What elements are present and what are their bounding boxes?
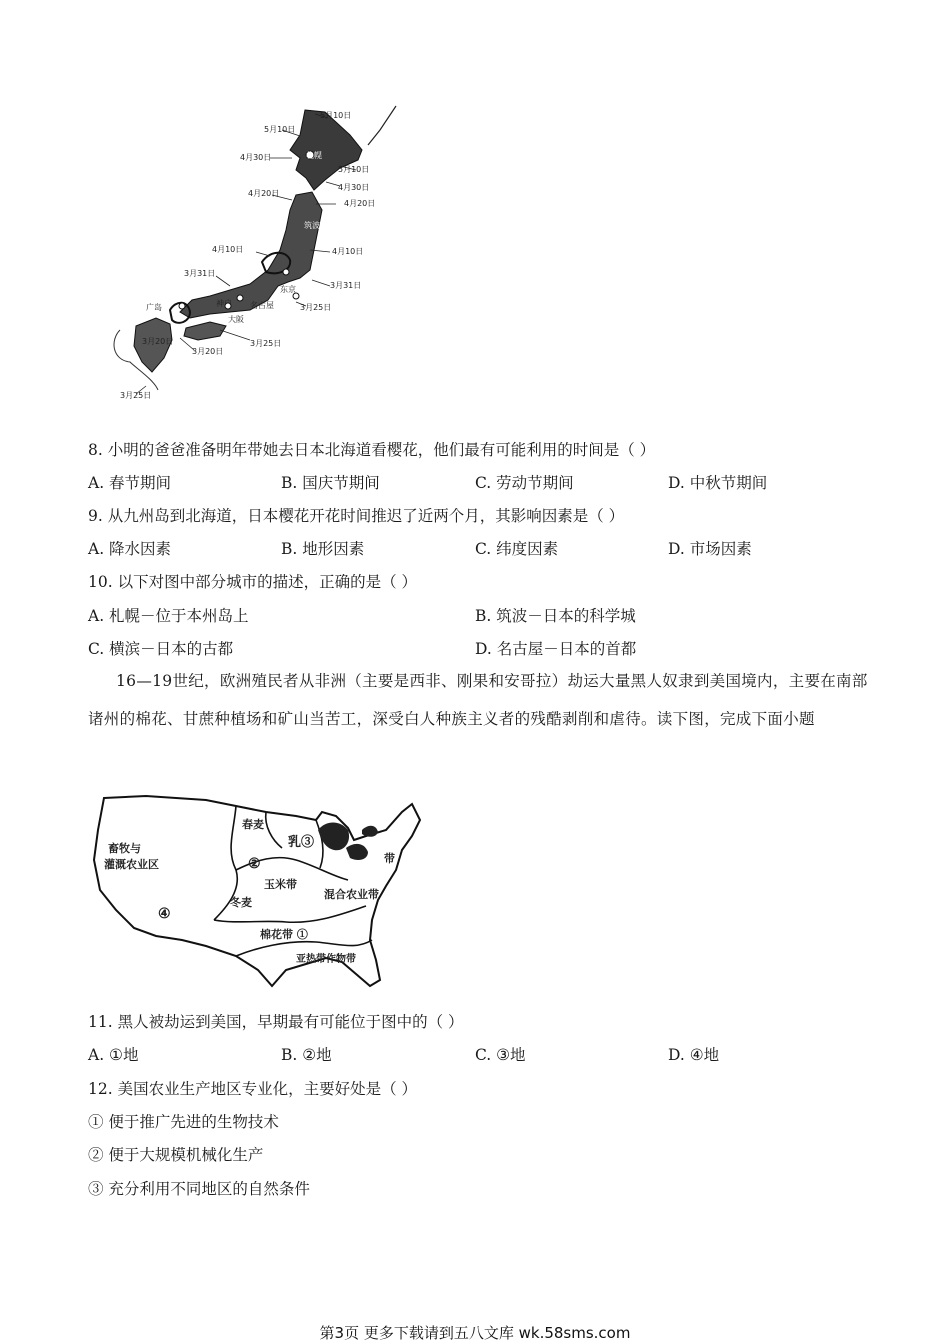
q10-option-a: A. 札幌－位于本州岛上	[88, 607, 249, 625]
date-label: 4月20日	[248, 189, 280, 198]
city-label: 札幌	[306, 151, 322, 160]
region-marker-4: ④	[158, 906, 171, 922]
city-label: 筑波	[304, 221, 320, 230]
region-label: 灌溉农业区	[104, 858, 159, 871]
q12-item-3: ③ 充分利用不同地区的自然条件	[88, 1180, 310, 1198]
date-label: 5月10日	[338, 165, 370, 174]
city-label: 名古屋	[250, 301, 274, 310]
q10-option-d: D. 名古屋－日本的首都	[475, 640, 637, 658]
date-label: 3月31日	[330, 281, 362, 290]
q8-option-d: D. 中秋节期间	[668, 474, 768, 492]
date-label: 3月20日	[192, 347, 224, 356]
q9-option-a: A. 降水因素	[88, 540, 172, 558]
date-label: 4月30日	[338, 183, 370, 192]
region-label: 春麦	[242, 818, 264, 831]
region-label: 混合农业带	[324, 888, 379, 901]
date-label: 4月30日	[240, 153, 272, 162]
city-label: 大阪	[228, 315, 244, 324]
q11-option-c: C. ③地	[475, 1046, 526, 1064]
city-label: 神户	[216, 299, 232, 308]
region-label: 畜牧与	[108, 842, 141, 855]
region-label: 玉米带	[264, 878, 297, 891]
city-label: 广岛	[146, 303, 162, 312]
honshu-shape	[180, 192, 322, 318]
q11-option-a: A. ①地	[88, 1046, 139, 1064]
q8-option-a: A. 春节期间	[88, 474, 172, 492]
q11-option-d: D. ④地	[668, 1046, 720, 1064]
hokkaido-shape	[290, 110, 362, 190]
kuril-islands	[368, 106, 396, 145]
q9-option-d: D. 市场因素	[668, 540, 752, 558]
japan-sakura-map	[100, 100, 410, 405]
q10-option-b: B. 筑波－日本的科学城	[475, 607, 636, 625]
us-agriculture-map	[86, 790, 426, 995]
q8-option-b: B. 国庆节期间	[281, 474, 380, 492]
reading-passage	[88, 662, 868, 738]
date-label: 4月10日	[212, 245, 244, 254]
q12-item-2: ② 便于大规模机械化生产	[88, 1146, 264, 1164]
region-marker-1: 棉花带 ①	[260, 928, 308, 941]
date-label: 3月25日	[300, 303, 332, 312]
city-label: 东京	[280, 285, 296, 294]
question-9-stem: 9. 从九州岛到北海道，日本樱花开花时间推迟了近两个月，其影响因素是（ ）	[88, 507, 625, 525]
q12-item-1: ① 便于推广先进的生物技术	[88, 1113, 279, 1131]
date-label: 4月20日	[344, 199, 376, 208]
date-label: 3月25日	[250, 339, 282, 348]
date-label: 3月20日	[142, 337, 174, 346]
q10-option-c: C. 横滨－日本的古都	[88, 640, 234, 658]
shikoku-shape	[184, 322, 226, 340]
q9-option-c: C. 纬度因素	[475, 540, 559, 558]
q9-option-b: B. 地形因素	[281, 540, 365, 558]
question-12-stem: 12. 美国农业生产地区专业化，主要好处是（ ）	[88, 1080, 418, 1098]
question-8-stem: 8. 小明的爸爸准备明年带她去日本北海道看樱花，他们最有可能利用的时间是（ ）	[88, 441, 656, 459]
region-marker-2: ②	[248, 856, 261, 872]
question-10-stem: 10. 以下对图中部分城市的描述，正确的是（ ）	[88, 573, 418, 591]
q11-option-b: B. ②地	[281, 1046, 332, 1064]
q8-option-c: C. 劳动节期间	[475, 474, 574, 492]
region-marker-3: 乳③	[288, 835, 315, 850]
region-label: 冬麦	[230, 896, 252, 909]
date-label: 5月10日	[320, 111, 352, 120]
question-11-stem: 11. 黑人被劫运到美国，早期最有可能位于图中的（ ）	[88, 1013, 464, 1031]
region-label: 亚热带作物带	[296, 954, 356, 965]
page-footer: 第3页 更多下载请到五八文库 wk.58sms.com	[319, 1324, 631, 1342]
date-label: 4月10日	[332, 247, 364, 256]
passage-text: 16—19世纪，欧洲殖民者从非洲（主要是西非、刚果和安哥拉）劫运大量黑人奴隶到美国境内，主要在南部诸州的棉花、甘蔗种植场和矿山当苦工，深受白人种族主义者的残酷剥削和虐待。读下图，完成下面小题	[88, 672, 868, 728]
date-label: 5月10日	[264, 125, 296, 134]
region-label: 带	[384, 852, 395, 865]
date-label: 3月31日	[184, 269, 216, 278]
date-label: 3月25日	[120, 391, 152, 400]
